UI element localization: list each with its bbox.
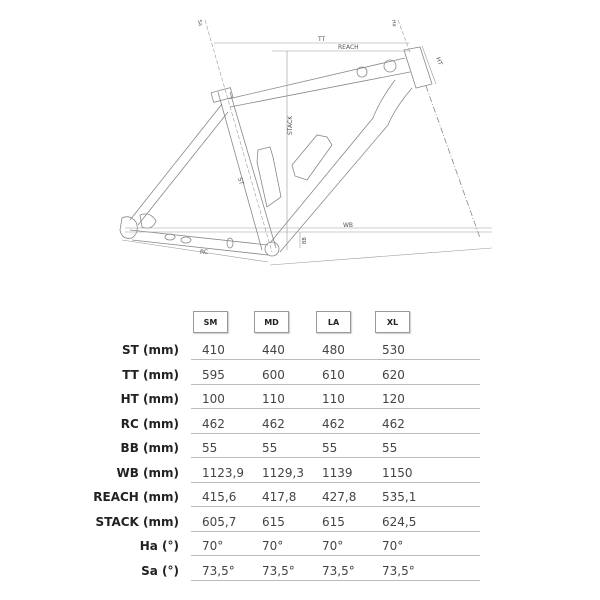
cell-value: 600 [262,367,285,382]
table-row [0,388,600,413]
cell-value: 462 [322,416,345,431]
label-ha: Ha [390,19,398,28]
cell-value: 440 [262,343,285,357]
label-sa: Sa [196,19,204,27]
wb-dimension [125,228,492,232]
seat-tube [218,92,276,250]
row-label: TT (mm) [122,367,179,382]
row-divider [191,408,480,409]
label-wb: WB [343,222,354,229]
cell-value: 427,8 [322,490,357,504]
cell-value: 462 [262,416,285,431]
cell-value: 73,5° [322,563,355,578]
cell-value: 480 [322,343,345,357]
cell-value: 120 [382,392,405,406]
row-divider [191,555,480,556]
cell-value: 610 [322,367,345,382]
cell-value: 462 [382,416,405,431]
cell-value: 1150 [382,465,413,480]
bottom-bracket [265,242,279,256]
size-header-xl: XL [375,311,410,333]
cell-value: 1123,9 [202,465,244,480]
size-header-la: LA [316,311,351,333]
table-row [0,511,600,536]
row-divider [191,384,480,385]
row-divider [191,433,480,434]
cell-value: 110 [322,392,345,406]
label-reach: REACH [338,44,359,51]
row-label: Ha (°) [139,539,179,553]
label-ht: HT [434,56,444,67]
size-header-sm: SM [193,311,228,333]
ht-dimension [422,46,436,84]
cell-value: 605,7 [202,514,237,529]
seat-collar [211,88,233,103]
cell-value: 55 [382,441,398,455]
ground-line [270,248,492,265]
rc-dimension [122,240,268,262]
label-st: ST [236,176,245,186]
ht-extension [398,20,410,52]
cell-value: 55 [322,441,338,455]
label-bb: BB [302,237,308,244]
row-divider [191,457,480,458]
label-rc: RC [200,249,209,256]
cell-value: 70° [202,539,224,553]
table-row [0,413,600,438]
cell-value: 462 [202,416,225,431]
cell-value: 1129,3 [262,465,304,480]
table-row [0,364,600,389]
table-row [0,437,600,462]
cell-value: 73,5° [382,563,415,578]
cell-value: 624,5 [382,514,417,529]
cell-value: 73,5° [202,563,235,578]
cell-value: 620 [382,367,405,382]
row-label: HT (mm) [120,392,179,406]
cell-value: 70° [382,539,404,553]
cell-value: 55 [202,441,218,455]
row-divider [191,580,480,581]
seat-stay [130,104,228,225]
cell-value: 73,5° [262,563,295,578]
cell-value: 530 [382,343,405,357]
bottle-left [257,147,281,207]
row-label: RC (mm) [120,416,179,431]
table-row [0,462,600,487]
frame-geometry-diagram [0,0,600,290]
bottle-right [292,135,332,180]
row-divider [191,506,480,507]
cell-value: 55 [262,441,278,455]
head-tube [404,47,432,88]
row-label: REACH (mm) [93,490,179,504]
cell-value: 100 [202,392,225,406]
table-row [0,339,600,364]
fork-line [426,86,480,238]
row-divider [191,531,480,532]
down-tube [270,80,412,252]
cell-value: 615 [262,514,285,529]
cell-value: 110 [262,392,285,406]
cell-value: 70° [322,539,344,553]
chain-stay [130,230,268,255]
table-row [0,535,600,560]
size-header-md: MD [254,311,289,333]
cell-value: 415,6 [202,490,237,504]
row-label: Sa (°) [141,563,179,578]
rear-dropout [120,214,156,238]
cell-value: 417,8 [262,490,297,504]
cell-value: 535,1 [382,490,417,504]
row-label: ST (mm) [122,343,179,357]
top-tube [228,58,410,107]
row-divider [191,482,480,483]
table-row [0,486,600,511]
row-label: WB (mm) [116,465,179,480]
st-extension [205,20,272,252]
row-label: STACK (mm) [95,514,179,529]
row-label: BB (mm) [120,441,179,455]
table-row [0,560,600,585]
cell-value: 410 [202,343,225,357]
cell-value: 1139 [322,465,353,480]
row-divider [191,359,480,360]
cell-value: 595 [202,367,225,382]
cell-value: 70° [262,539,284,553]
label-stack: STACK [287,115,294,135]
label-tt: TT [318,36,326,43]
cell-value: 615 [322,514,345,529]
